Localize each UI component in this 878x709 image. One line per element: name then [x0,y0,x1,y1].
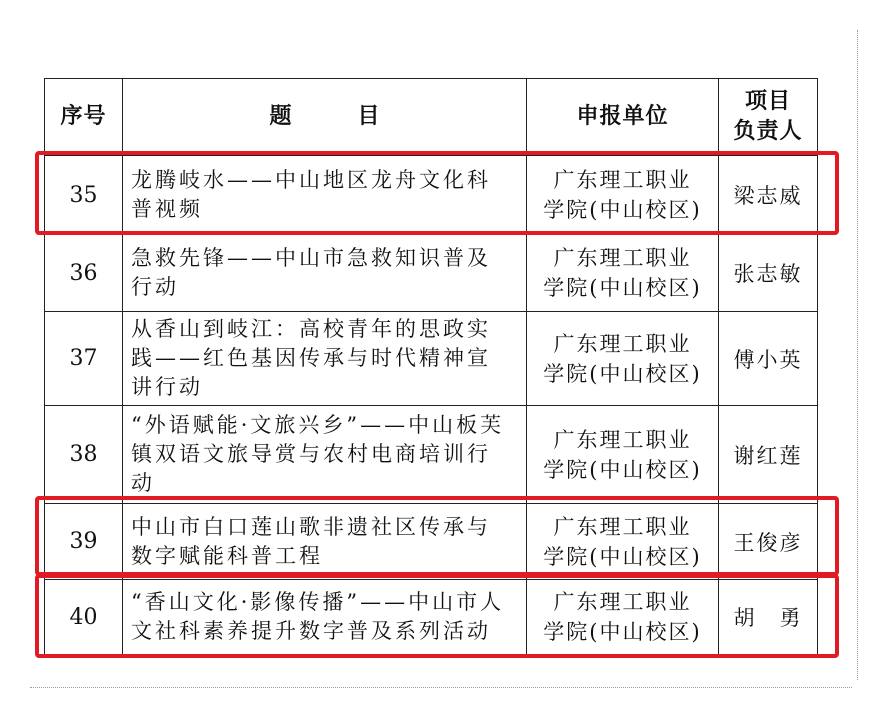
table-row [45,504,818,580]
row-title [123,156,527,235]
row-unit [527,580,719,655]
row-unit [527,504,719,580]
row-title-line: 镇双语文旅导赏与农村电商培训行 [131,442,491,466]
row-unit-line: 学院(中山校区) [543,620,702,644]
row-title-line: 急救先锋——中山市急救知识普及 [131,246,491,270]
project-table [44,78,818,655]
row-unit-line: 广东理工职业 [553,246,692,270]
row-title [123,504,527,580]
row-title [123,580,527,655]
row-number: 38 [45,406,123,504]
row-unit-line: 学院(中山校区) [543,457,702,482]
row-unit-line: 广东理工职业 [553,427,692,452]
row-unit [527,156,719,235]
row-unit-line: 学院(中山校区) [543,361,702,386]
header-title: 题 目 [123,79,527,156]
row-lead: 胡 勇 [719,580,818,655]
table-row [45,406,818,504]
row-unit-line: 广东理工职业 [553,168,692,192]
row-title-line: 从香山到岐江：高校青年的思政实 [131,317,491,341]
row-number: 40 [45,580,123,655]
row-lead: 梁志威 [719,156,818,235]
row-unit [527,312,719,406]
row-number: 37 [45,312,123,406]
row-title-line: “外语赋能·文旅兴乡”——中山板芙 [131,413,505,437]
row-number: 35 [45,156,123,235]
row-lead: 张志敏 [719,235,818,312]
page-edge-bottom [30,687,852,688]
header-lead [719,79,818,156]
table-row [45,312,818,406]
header-row [45,79,818,156]
row-unit-line: 广东理工职业 [553,331,692,356]
header-lead-line1: 项目 [744,89,791,114]
row-title-line: 讲行动 [131,375,203,399]
row-number: 39 [45,504,123,580]
row-title-line: 中山市白口莲山歌非遗社区传承与 [131,514,491,539]
row-title-line: 龙腾岐水——中山地区龙舟文化科 [131,168,491,192]
row-unit-line: 学院(中山校区) [543,198,702,222]
row-title-line: “香山文化·影像传播”——中山市人 [131,590,505,614]
row-unit-line: 学院(中山校区) [543,544,702,569]
row-title-line: 动 [131,471,155,495]
row-lead: 王俊彦 [719,504,818,580]
header-unit: 申报单位 [527,79,719,156]
header-lead-line2: 负责人 [733,119,803,144]
row-lead: 傅小英 [719,312,818,406]
row-unit [527,235,719,312]
row-unit-line: 学院(中山校区) [543,276,702,300]
table-row [45,156,818,235]
table-row [45,235,818,312]
row-title-line: 文社科素养提升数字普及系列活动 [131,619,491,643]
row-number: 36 [45,235,123,312]
row-title [123,406,527,504]
row-unit-line: 广东理工职业 [553,514,692,539]
row-title-line: 数字赋能科普工程 [131,543,323,568]
row-title-line: 行动 [131,275,179,299]
row-title [123,235,527,312]
row-lead: 谢红莲 [719,406,818,504]
page-edge-right [857,30,858,680]
row-title-line: 践——红色基因传承与时代精神宣 [131,346,491,370]
row-title-line: 普视频 [131,197,203,221]
row-unit [527,406,719,504]
table-row [45,580,818,655]
row-title [123,312,527,406]
row-unit-line: 广东理工职业 [553,590,692,614]
header-no: 序号 [45,79,123,156]
